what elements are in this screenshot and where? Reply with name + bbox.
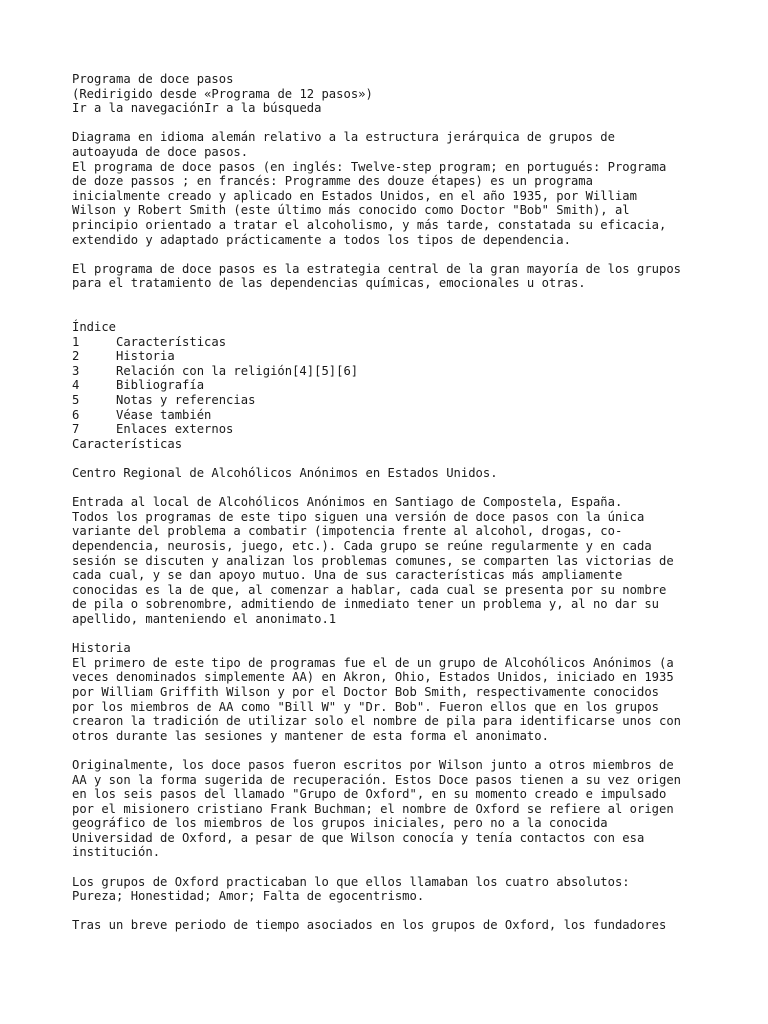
toc-item-number: 5 xyxy=(72,393,80,408)
toc-item-label[interactable]: Véase también xyxy=(116,407,212,422)
text-line: Todos los programas de este tipo siguen una versión de doce pasos con la única xyxy=(72,509,645,524)
toc-item[interactable] xyxy=(72,349,712,364)
text-line: apellido, manteniendo el anonimato.1 xyxy=(72,611,337,626)
text-line: para el tratamiento de las dependencias químicas, emocionales u otras. xyxy=(72,276,586,291)
text-line: crearon la tradición de utilizar solo el nombre de pila para identificarse unos con xyxy=(72,714,682,729)
intro-paragraph-1 xyxy=(72,160,712,248)
text-line: Wilson y Robert Smith (este último más conocido como Doctor "Bob" Smith), al xyxy=(72,203,630,218)
text-line: sesión se discuten y analizan los problemas comunes, se comparten las victorias de xyxy=(72,553,674,568)
section-heading-caracteristicas: Características xyxy=(72,436,183,451)
text-line: Pureza; Honestidad; Amor; Falta de egocentrismo. xyxy=(72,889,425,904)
text-line: por William Griffith Wilson y por el Doctor Bob Smith, respectivamente conocidos xyxy=(72,684,659,699)
text-line: Universidad de Oxford, a pesar de que Wilson conocía y tenía contactos con esa xyxy=(72,830,645,845)
text-line: de pila o sobrenombre, admitiendo de inmediato tener un problema y, al no dar su xyxy=(72,597,659,612)
text-line: El programa de doce pasos (en inglés: Twelve-step program; en portugués: Programa xyxy=(72,159,667,174)
toc-heading: Índice xyxy=(72,320,117,335)
toc-item[interactable] xyxy=(72,408,712,423)
text-line: de doze passos ; en francés: Programme des douze étapes) es un programa xyxy=(72,174,593,189)
text-line: Los grupos de Oxford practicaban lo que ellos llamaban los cuatro absolutos: xyxy=(72,874,630,889)
text-line: cada cual, y se dan apoyo mutuo. Una de sus características más ampliamente xyxy=(72,568,623,583)
text-line: geográfico de los miembros de los grupos iniciales, pero no a la conocida xyxy=(72,816,608,831)
toc-item-label[interactable]: Relación con la religión[4][5][6] xyxy=(116,363,359,378)
text-line: El primero de este tipo de programas fue el de un grupo de Alcohólicos Anónimos (a xyxy=(72,655,674,670)
toc-item-label[interactable]: Historia xyxy=(116,349,175,364)
section-heading-historia: Historia xyxy=(72,641,131,656)
toc-item[interactable] xyxy=(72,422,712,437)
text-line: principio orientado a tratar el alcoholismo, y más tarde, constatada su eficacia, xyxy=(72,217,667,232)
text-line: extendido y adaptado prácticamente a todos los tipos de dependencia. xyxy=(72,232,571,247)
text-line: dependencia, neurosis, juego, etc.). Cada grupo se reúne regularmente y en cada xyxy=(72,539,652,553)
toc-item-number: 1 xyxy=(72,334,80,349)
text-line: por el misionero cristiano Frank Buchman; el nombre de Oxford se refiere al origen xyxy=(72,801,674,816)
text-line: institución. xyxy=(72,845,161,860)
text-line: inicialmente creado y aplicado en Estados Unidos, en el año 1935, por William xyxy=(72,188,637,203)
intro-caption xyxy=(72,130,712,159)
toc-item-label[interactable]: Bibliografía xyxy=(116,378,205,393)
caracteristicas-paragraph xyxy=(72,510,712,627)
toc-item[interactable] xyxy=(72,335,712,350)
text-line: Tras un breve periodo de tiempo asociados en los grupos de Oxford, los fundadores xyxy=(72,918,667,933)
toc-item-label[interactable]: Enlaces externos xyxy=(116,422,234,437)
toc-item-number: 6 xyxy=(72,407,80,422)
toc-item[interactable] xyxy=(72,393,712,408)
toc-item-number: 7 xyxy=(72,422,80,437)
toc-item[interactable] xyxy=(72,364,712,379)
toc-item-label[interactable]: Características xyxy=(116,334,227,349)
toc-item-number: 4 xyxy=(72,378,80,393)
text-line: veces denominados simplemente AA) en Akron, Ohio, Estados Unidos, iniciado en 1935 xyxy=(72,670,674,685)
historia-paragraph-2 xyxy=(72,758,712,860)
image-caption-entrada-local: Entrada al local de Alcohólicos Anónimos en Santiago de Compostela, España. xyxy=(72,495,623,510)
text-line: autoayuda de doce pasos. xyxy=(72,144,249,159)
text-line: variante del problema a combatir (impotencia frente al alcohol, drogas, co- xyxy=(72,524,623,539)
toc-item-label[interactable]: Notas y referencias xyxy=(116,393,256,408)
text-line: otros durante las sesiones y mantener de esta forma el anonimato. xyxy=(72,728,549,743)
document-body xyxy=(72,72,712,933)
image-caption-centro-regional: Centro Regional de Alcohólicos Anónimos en Estados Unidos. xyxy=(72,466,498,481)
toc-item-number: 3 xyxy=(72,363,80,378)
text-line: por los miembros de AA como "Bill W" y "Dr. Bob". Fueron ellos que en los grupos xyxy=(72,699,659,714)
text-line: Originalmente, los doce pasos fueron escritos por Wilson junto a otros miembros de xyxy=(72,757,674,772)
intro-paragraph-2 xyxy=(72,262,712,291)
page-title: Programa de doce pasos xyxy=(72,72,234,86)
toc-item-number: 2 xyxy=(72,349,80,364)
text-line: AA y son la forma sugerida de recuperación. Estos Doce pasos tienen a su vez origen xyxy=(72,772,682,787)
skip-links[interactable]: Ir a la navegaciónIr a la búsqueda xyxy=(72,101,322,116)
redirect-note: (Redirigido desde «Programa de 12 pasos») xyxy=(72,86,373,101)
text-line: conocidas es la de que, al comenzar a hablar, cada cual se presenta por su nombre xyxy=(72,582,667,597)
historia-paragraph-1 xyxy=(72,656,712,744)
toc-list xyxy=(72,335,712,437)
text-line: El programa de doce pasos es la estrategia central de la gran mayoría de los grupos xyxy=(72,261,682,276)
toc-item[interactable] xyxy=(72,378,712,393)
historia-paragraph-4 xyxy=(72,918,712,933)
historia-paragraph-3 xyxy=(72,875,712,904)
text-line: Diagrama en idioma alemán relativo a la estructura jerárquica de grupos de xyxy=(72,130,615,145)
text-line: en los seis pasos del llamado "Grupo de Oxford", en su momento creado e impulsado xyxy=(72,787,667,802)
